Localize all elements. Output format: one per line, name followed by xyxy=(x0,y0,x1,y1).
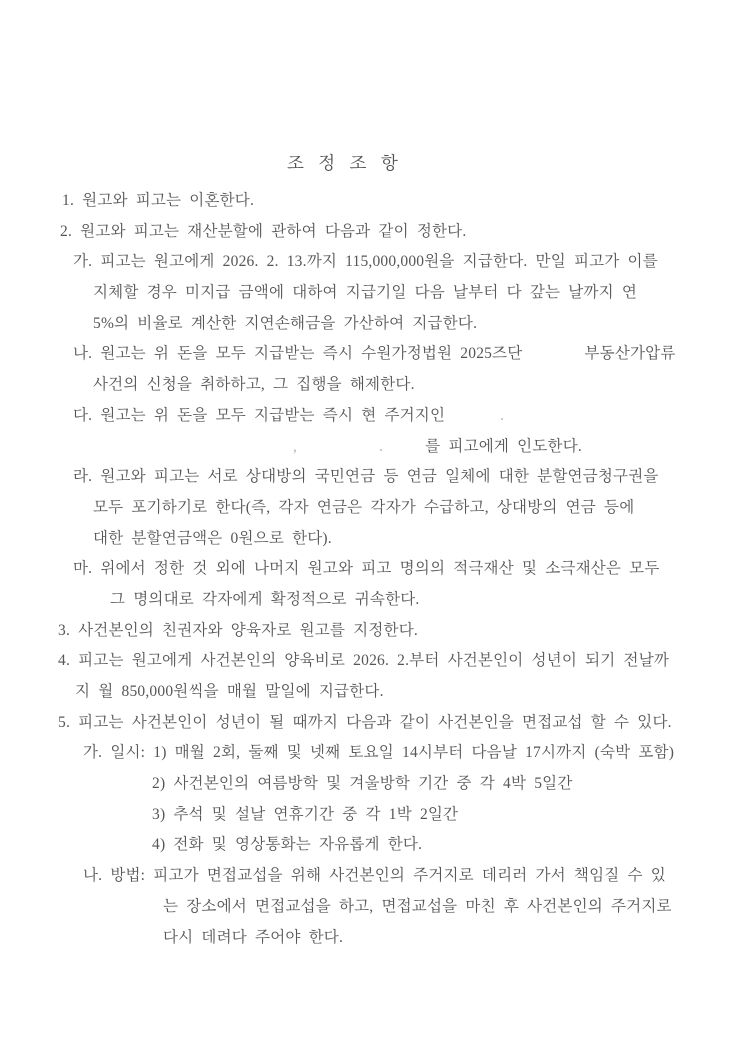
document-title: 조 정 조 항 xyxy=(287,153,400,173)
document-line xyxy=(0,493,735,524)
document-line xyxy=(0,370,735,401)
document-line xyxy=(0,616,735,647)
line-text: 2) 사건본인의 여름방학 및 겨울방학 기간 중 각 4박 5일간 xyxy=(152,775,573,793)
document-line xyxy=(0,524,735,555)
document-line xyxy=(0,800,735,831)
line-text: 라. 원고와 피고는 서로 상대방의 국민연금 등 연금 일체에 대한 분할연금청구권을 xyxy=(73,468,659,486)
document-line xyxy=(0,769,735,800)
document-line xyxy=(0,646,735,677)
document-lines xyxy=(0,186,735,953)
redaction-gap xyxy=(93,450,293,451)
document-line xyxy=(0,830,735,861)
redaction-gap xyxy=(522,357,584,358)
document-line xyxy=(0,861,735,892)
line-text: 를 피고에게 인도한다. xyxy=(425,437,582,455)
line-text: 사건의 신청을 취하하고, 그 집행을 해제한다. xyxy=(93,376,415,394)
redacted-mark: , xyxy=(293,437,298,455)
line-text: 나. 방법: 피고가 면접교섭을 위해 사건본인의 주거지로 데리러 가서 책임질 수 있 xyxy=(83,867,666,885)
line-text: 4) 전화 및 영상통화는 자유롭게 한다. xyxy=(152,836,423,854)
document-line xyxy=(0,892,735,923)
document-line xyxy=(0,585,735,616)
line-text: 4. 피고는 원고에게 사건본인의 양육비로 2026. 2.부터 사건본인이 성년이 되기 전날까 xyxy=(58,652,670,670)
line-text: 가. 일시: 1) 매월 2회, 둘째 및 넷째 토요일 14시부터 다음날 17시까지 (숙박 포함) xyxy=(83,744,675,762)
redacted-mark: . xyxy=(500,406,505,424)
line-text: 5%의 비율로 계산한 지연손해금을 가산하여 지급한다. xyxy=(93,314,478,332)
document-line xyxy=(0,738,735,769)
redaction-gap xyxy=(445,419,500,420)
document-line xyxy=(0,401,735,432)
line-text: 대한 분할연금액은 0원으로 한다). xyxy=(93,529,332,547)
line-text: 3) 추석 및 설날 연휴기간 중 각 1박 2일간 xyxy=(152,805,459,823)
line-text: 마. 위에서 정한 것 외에 나머지 원고와 피고 명의의 적극재산 및 소극재산은 모두 xyxy=(73,560,660,578)
line-text: 나. 원고는 위 돈을 모두 지급받는 즉시 수원가정법원 2025즈단 xyxy=(73,345,523,363)
document-line xyxy=(0,339,735,370)
line-text: 3. 사건본인의 친권자와 양육자로 원고를 지정한다. xyxy=(58,621,418,639)
line-text: 그 명의대로 각자에게 확정적으로 귀속한다. xyxy=(110,590,420,608)
document-line xyxy=(0,186,735,217)
line-text: 다시 데려다 주어야 한다. xyxy=(163,928,344,946)
document-line xyxy=(0,677,735,708)
line-text: 1. 원고와 피고는 이혼한다. xyxy=(62,192,255,209)
document-line xyxy=(0,708,735,739)
redaction-gap xyxy=(297,450,379,451)
document-line xyxy=(0,923,735,954)
line-text: 는 장소에서 면접교섭을 하고, 면접교섭을 마친 후 사건본인의 주거지로 xyxy=(163,897,672,915)
document-line xyxy=(0,432,735,463)
document-line xyxy=(0,217,735,248)
document-line xyxy=(0,247,735,278)
line-text: 모두 포기하기로 한다(즉, 각자 연금은 각자가 수급하고, 상대방의 연금 등에 xyxy=(93,498,635,516)
line-text: 다. 원고는 위 돈을 모두 지급받는 즉시 현 주거지인 xyxy=(73,406,446,424)
line-text: 2. 원고와 피고는 재산분할에 관하여 다음과 같이 정한다. xyxy=(60,222,467,240)
document-line xyxy=(0,462,735,493)
line-text: 부동산가압류 xyxy=(584,345,676,363)
line-text: 가. 피고는 원고에게 2026. 2. 13.까지 115,000,000원을 지급한다. 만일 피고가 이를 xyxy=(73,253,658,271)
redaction-gap xyxy=(383,450,425,451)
document-line xyxy=(0,309,735,340)
document-line xyxy=(0,554,735,585)
line-text: 지 월 850,000원씩을 매월 말일에 지급한다. xyxy=(75,683,384,700)
document-line xyxy=(0,278,735,309)
line-text: 5. 피고는 사건본인이 성년이 될 때까지 다음과 같이 사건본인을 면접교섭 할 수 있다. xyxy=(58,713,672,731)
redacted-mark: . xyxy=(379,437,384,455)
line-text: 지체할 경우 미지급 금액에 대하여 지급기일 다음 날부터 다 갚는 날까지 연 xyxy=(93,284,638,302)
